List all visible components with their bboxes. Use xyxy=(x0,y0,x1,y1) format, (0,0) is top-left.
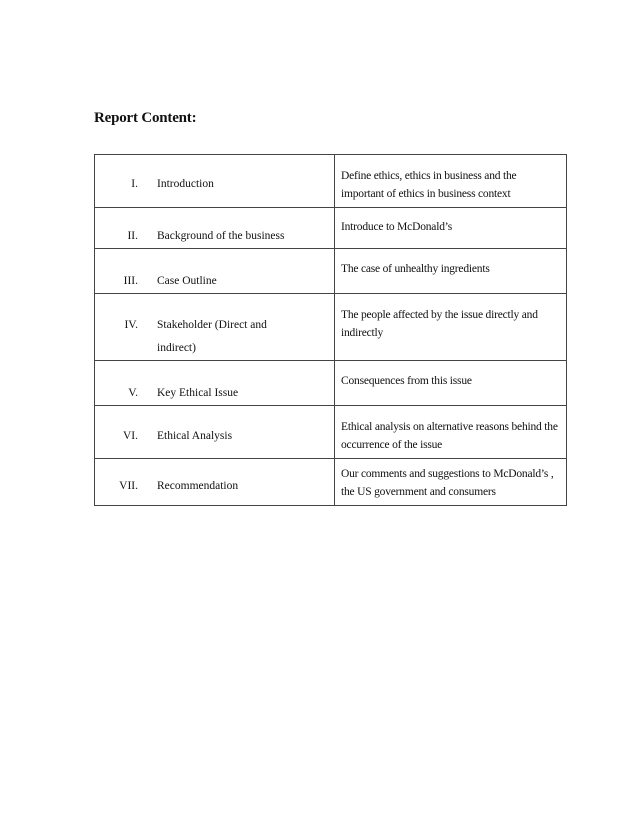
row-description: Our comments and suggestions to McDonald’s , the US government and consumers xyxy=(341,468,554,498)
row-numeral: I. xyxy=(131,178,138,190)
row-numeral: VI. xyxy=(122,430,138,442)
topic-cell xyxy=(95,361,335,406)
description-cell xyxy=(335,294,567,361)
description-cell xyxy=(335,155,567,208)
description-cell xyxy=(335,406,567,459)
row-topic: Recommendation xyxy=(157,480,239,492)
description-cell xyxy=(335,208,567,249)
row-topic: Ethical Analysis xyxy=(157,430,233,442)
table-row xyxy=(95,459,567,506)
row-numeral: IV. xyxy=(124,319,138,331)
description-cell xyxy=(335,459,567,506)
page-title: Report Content: xyxy=(94,110,197,126)
row-numeral: III. xyxy=(123,275,138,287)
row-description: Define ethics, ethics in business and the important of ethics in business context xyxy=(341,170,517,200)
row-topic: Stakeholder (Direct and indirect) xyxy=(157,319,267,354)
topic-cell xyxy=(95,155,335,208)
table-row xyxy=(95,294,567,361)
row-description: Ethical analysis on alternative reasons behind the occurrence of the issue xyxy=(341,421,558,451)
row-numeral: II. xyxy=(127,230,138,242)
topic-cell xyxy=(95,294,335,361)
row-description: Introduce to McDonald’s xyxy=(341,221,453,233)
row-description: The case of unhealthy ingredients xyxy=(341,263,490,275)
table-row xyxy=(95,361,567,406)
table-row xyxy=(95,208,567,249)
topic-cell xyxy=(95,459,335,506)
row-topic: Key Ethical Issue xyxy=(157,387,239,399)
row-topic: Introduction xyxy=(157,178,214,190)
row-numeral: V. xyxy=(128,387,138,399)
description-cell xyxy=(335,361,567,406)
table-row xyxy=(95,155,567,208)
row-topic: Case Outline xyxy=(157,275,217,287)
description-cell xyxy=(335,249,567,294)
table-row xyxy=(95,249,567,294)
topic-cell xyxy=(95,208,335,249)
row-description: Consequences from this issue xyxy=(341,375,472,387)
topic-cell xyxy=(95,249,335,294)
report-content-table xyxy=(94,154,567,506)
table-row xyxy=(95,406,567,459)
row-description: The people affected by the issue directly and indirectly xyxy=(341,309,538,339)
row-numeral: VII. xyxy=(119,480,138,492)
topic-cell xyxy=(95,406,335,459)
row-topic: Background of the business xyxy=(157,230,285,242)
